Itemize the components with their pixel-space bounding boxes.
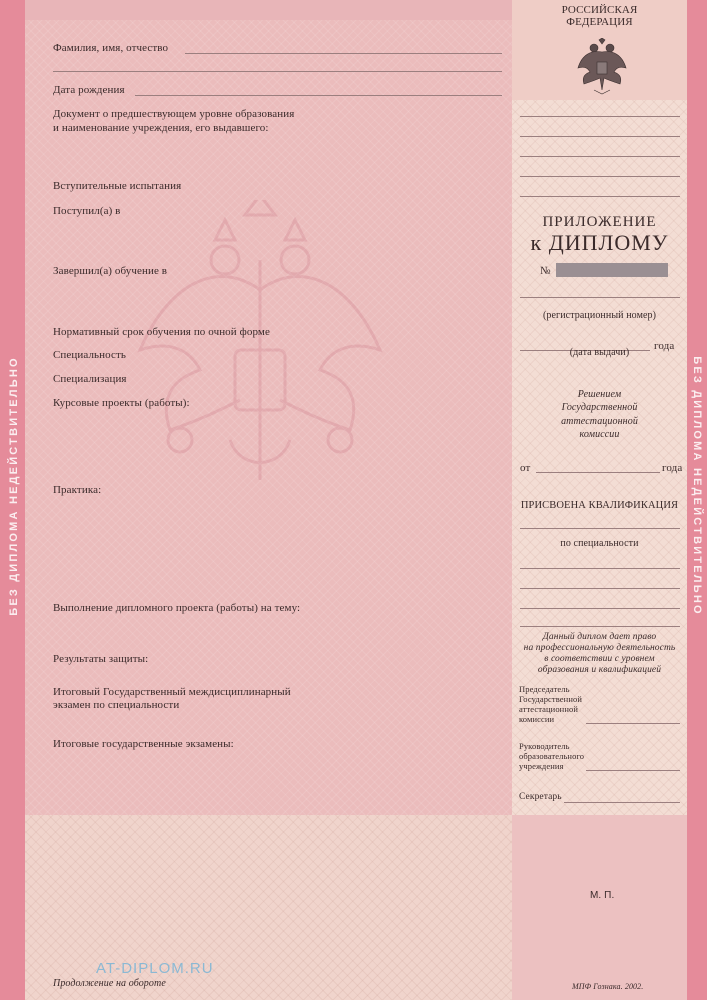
label-specialization: Специализация bbox=[53, 373, 127, 385]
right-line-4 bbox=[520, 176, 680, 177]
supplement-title-line1: ПРИЛОЖЕНИЕ bbox=[542, 214, 657, 230]
label-entrance-exams: Вступительные испытания bbox=[53, 180, 182, 192]
double-headed-eagle-watermark-icon bbox=[130, 200, 390, 500]
coat-of-arms-icon bbox=[576, 38, 628, 96]
label-qualification: ПРИСВОЕНА КВАЛИФИКАЦИЯ bbox=[520, 500, 679, 511]
number-sign: № bbox=[540, 265, 551, 277]
label-full-name: Фамилия, имя, отчество bbox=[53, 42, 169, 54]
label-year: года bbox=[654, 340, 675, 352]
site-watermark: AT-DIPLOM.RU bbox=[96, 960, 214, 977]
label-continued-on-back: Продолжение на обороте bbox=[53, 978, 166, 989]
right-line-specialty-4 bbox=[520, 626, 680, 627]
line-chair-signature bbox=[586, 723, 680, 724]
label-final-state-exams: Итоговые государственные экзамены: bbox=[53, 738, 234, 750]
label-year-2: года bbox=[662, 462, 683, 474]
rights-text-line3: в соответствии с уровнем bbox=[544, 654, 655, 664]
label-practice: Практика: bbox=[53, 484, 102, 496]
label-birth-date: Дата рождения bbox=[53, 84, 125, 96]
vertical-warning-right: БЕЗ ДИПЛОМА НЕДЕЙСТВИТЕЛЬНО bbox=[691, 356, 703, 616]
right-line-specialty-2 bbox=[520, 588, 680, 589]
head-line1: Руководитель bbox=[519, 741, 570, 751]
country-name-line1: РОССИЙСКАЯ bbox=[561, 4, 638, 16]
label-from: от bbox=[520, 462, 531, 474]
printer-mark: МПФ Гознака. 2002. bbox=[572, 982, 644, 991]
label-diploma-project: Выполнение дипломного проекта (работы) на тему: bbox=[53, 602, 301, 614]
decision-line3: аттестационной bbox=[561, 416, 638, 427]
label-finished: Завершил(а) обучение в bbox=[53, 265, 168, 277]
decision-line2: Государственной bbox=[561, 402, 638, 413]
right-line-specialty-3 bbox=[520, 608, 680, 609]
label-final-exam-line2: экзамен по специальности bbox=[53, 699, 180, 711]
label-reg-number: (регистрационный номер) bbox=[542, 310, 657, 321]
chair-line4: комиссии bbox=[519, 714, 555, 724]
label-norm-term: Нормативный срок обучения по очной форме bbox=[53, 326, 270, 338]
line-full-name-2 bbox=[53, 71, 502, 72]
line-head-signature bbox=[586, 770, 680, 771]
chair-line1: Председатель bbox=[519, 684, 570, 694]
label-specialty: Специальность bbox=[53, 349, 127, 361]
right-line-qualification bbox=[520, 528, 680, 529]
right-line-from bbox=[536, 472, 660, 473]
label-prev-doc-line2: и наименование учреждения, его выдавшего: bbox=[53, 122, 269, 134]
line-birth-date bbox=[135, 95, 502, 96]
head-line3: учреждения bbox=[519, 761, 564, 771]
stamp-place: М. П. bbox=[590, 890, 615, 901]
head-line2: образовательного bbox=[519, 751, 585, 761]
label-enrolled: Поступил(а) в bbox=[53, 205, 121, 217]
label-issue-date: (дата выдачи) bbox=[569, 347, 630, 358]
right-line-1 bbox=[520, 116, 680, 117]
rights-text-line4: образования и квалификацией bbox=[537, 665, 662, 675]
label-by-specialty: по специальности bbox=[560, 538, 639, 549]
decision-line1: Решением bbox=[577, 389, 622, 400]
redacted-number bbox=[556, 263, 668, 277]
right-bottom-panel bbox=[512, 815, 687, 1000]
label-course-projects: Курсовые проекты (работы): bbox=[53, 397, 190, 409]
supplement-title-line2: к ДИПЛОМУ bbox=[530, 230, 669, 255]
vertical-warning-left: БЕЗ ДИПЛОМА НЕДЕЙСТВИТЕЛЬНО bbox=[8, 356, 20, 616]
label-defense-results: Результаты защиты: bbox=[53, 653, 149, 665]
line-full-name bbox=[185, 53, 502, 54]
line-secretary-signature bbox=[564, 802, 680, 803]
decision-line4: комиссии bbox=[579, 429, 620, 440]
right-line-2 bbox=[520, 136, 680, 137]
rights-text-line2: на профессиональную деятельность bbox=[523, 643, 676, 653]
right-line-3 bbox=[520, 156, 680, 157]
country-name-line2: ФЕДЕРАЦИЯ bbox=[566, 16, 633, 28]
rights-text-line1: Данный диплом дает право bbox=[542, 632, 657, 642]
right-line-regnum bbox=[520, 297, 680, 298]
right-line-5 bbox=[520, 196, 680, 197]
label-final-exam-line1: Итоговый Государственный междисциплинарный bbox=[53, 686, 291, 698]
chair-line2: Государственной bbox=[519, 694, 582, 704]
label-secretary: Секретарь bbox=[519, 792, 562, 802]
chair-line3: аттестационной bbox=[519, 704, 578, 714]
label-prev-doc-line1: Документ о предшествующем уровне образования bbox=[53, 108, 295, 120]
right-line-specialty-1 bbox=[520, 568, 680, 569]
